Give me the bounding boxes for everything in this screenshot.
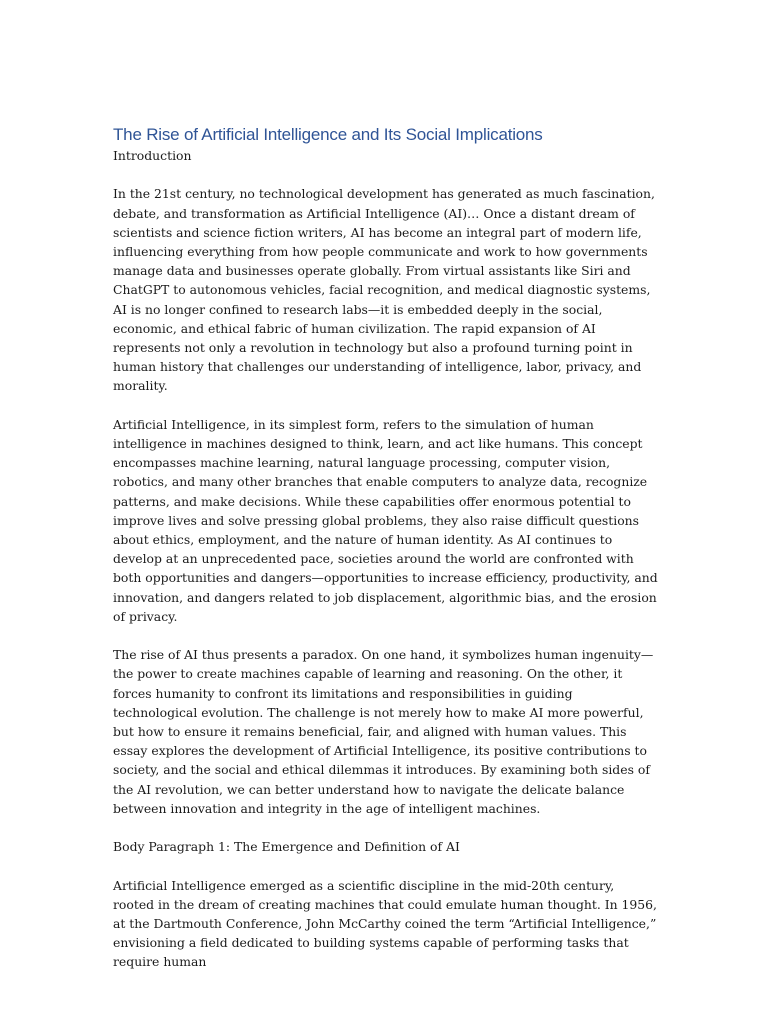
- intro-paragraph-3: The rise of AI thus presents a paradox. On one hand, it symbolizes human ingenuity—the power to create machines capable of learning and reasoning. On the other, it forces humanity to confront its limitations and responsibilities in guiding technological evolution. The challenge is not merely how to make AI more powerful, but how to ensure it remains beneficial, fair, and aligned with human values. This essay explores the development of Artificial Intelligence, its positive contributions to society, and the social and ethical dilemmas it introduces. By examining both sides of the AI revolution, we can better understand how to navigate the delicate balance between innovation and integrity in the age of intelligent machines.: [113, 647, 654, 816]
- document-body: [113, 124, 658, 991]
- intro-paragraph-2: Artificial Intelligence, in its simplest form, refers to the simulation of human intelligence in machines designed to think, learn, and act like humans. This concept encompasses machine learning, natural language processing, computer vision, robotics, and many other branches that enable computers to analyze data, recognize patterns, and make decisions. While these capabilities offer enormous potential to improve lives and solve pressing global problems, they also raise difficult questions about ethics, employment, and the nature of human identity. As AI continues to develop at an unprecedented pace, societies around the world are confronted with both opportunities and dangers—opportunities to increase efficiency, productivity, and innovation, and dangers related to job displacement, algorithmic bias, and the erosion of privacy.: [113, 416, 658, 624]
- intro-paragraph-1: In the 21st century, no technological development has generated as much fascination, debate, and transformation as Artificial Intelligence (AI)… Once a distant dream of scientists and science fiction writers, AI has become an integral part of modern life, influencing everything from how people communicate and work to how governments manage data and businesses operate globally. From virtual assistants like Siri and ChatGPT to autonomous vehicles, facial recognition, and medical diagnostic systems, AI is no longer confined to research labs—it is embedded deeply in the social, economic, and ethical fabric of human civilization. The rapid expansion of AI represents not only a revolution in technology but also a profound turning point in human history that challenges our understanding of intelligence, labor, privacy, and morality.: [113, 186, 655, 394]
- document-title: The Rise of Artificial Intelligence and Its Social Implications: [113, 125, 543, 144]
- body-paragraph-1-heading: Body Paragraph 1: The Emergence and Definition of AI: [113, 839, 460, 855]
- body-paragraph-1-text: Artificial Intelligence emerged as a scientific discipline in the mid-20th century, rooted in the dream of creating machines that could emulate human thought. In 1956, at the Dartmouth Conference, John McCarthy coined the term “Artificial Intelligence,” envisioning a field dedicated to building systems capable of performing tasks that require human: [113, 877, 657, 970]
- section-label-introduction: Introduction: [113, 148, 192, 163]
